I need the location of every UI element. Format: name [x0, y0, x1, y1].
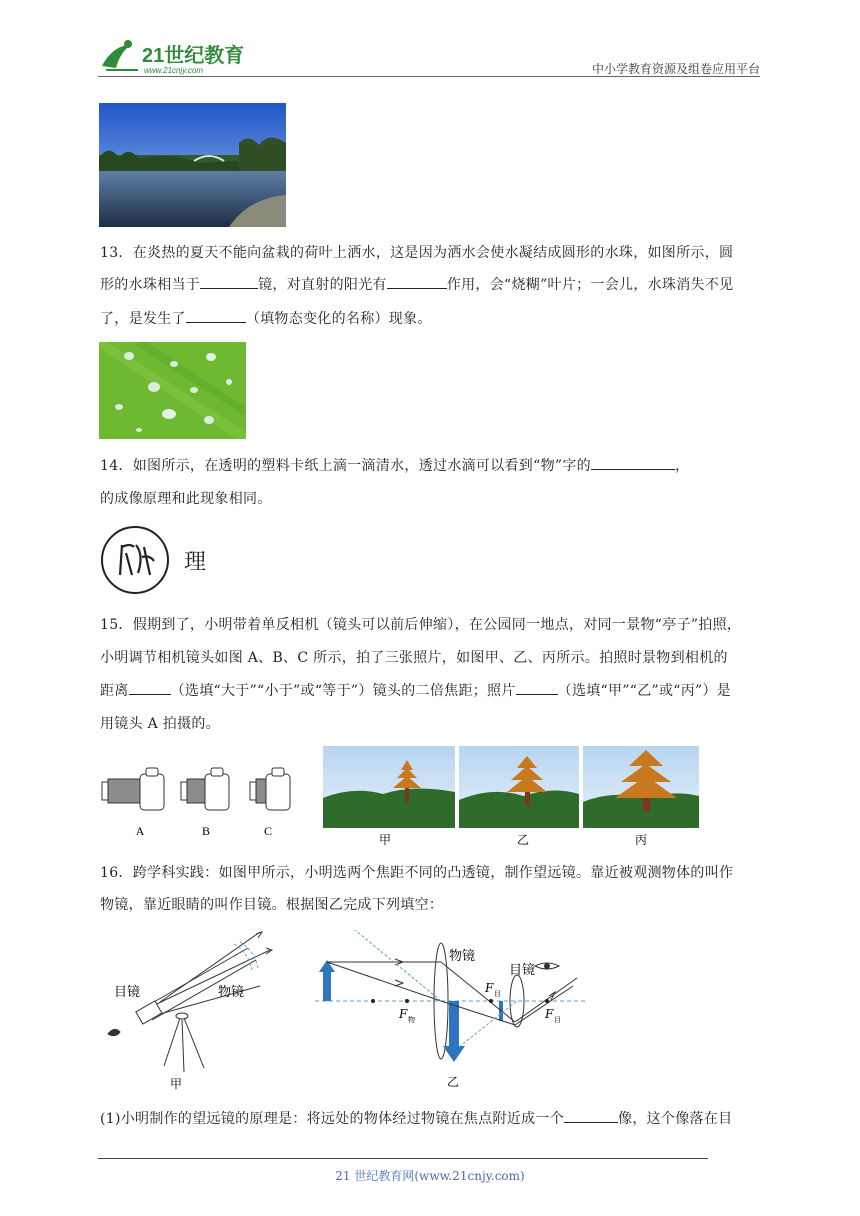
- q16-line2: 物镜，靠近眼睛的叫作目镜。根据图乙完成下列填空：: [100, 897, 444, 913]
- logo-text: 21世纪教育: [142, 45, 245, 67]
- q13-text-b: 镜，对直射的阳光有: [258, 277, 387, 293]
- water-drop-figure: [100, 525, 210, 597]
- label-f-eye-1-sub: 目: [494, 990, 501, 998]
- site-logo: [98, 36, 258, 76]
- platform-title: 中小学教育资源及组卷应用平台: [591, 62, 760, 76]
- q15-blank-2[interactable]: [516, 680, 558, 695]
- camera-label-b: B: [201, 824, 211, 838]
- fig-char: 理: [184, 550, 207, 575]
- lake-photo: [99, 103, 286, 227]
- photo-label-jia: 甲: [378, 833, 392, 847]
- q13-blank-1[interactable]: [200, 274, 258, 289]
- q15-line1: 15．假期到了，小明带着单反相机（镜头可以前后伸缩），在公园同一地点，对同一景物“亭子”拍照，: [100, 617, 742, 633]
- q15-text-a: 距离: [100, 683, 129, 699]
- q13-text-e: （填物态变化的名称）现象。: [245, 311, 432, 327]
- q14-text-b: ，: [674, 458, 690, 474]
- footer-text: 21 世纪教育网(www.21cnjy.com): [335, 1169, 525, 1183]
- label-f-eye-1: F: [485, 981, 494, 995]
- q14-line2: 的成像原理和此现象相同。: [100, 491, 272, 507]
- header-divider: [98, 76, 760, 77]
- label-eyepiece-jia: 目镜: [114, 985, 141, 1000]
- q13-line1: 13．在炎热的夏天不能向盆栽的荷叶上洒水，这是因为洒水会使水凝结成圆形的水珠，如图所示，圆: [100, 245, 734, 261]
- q16-sub1-text-a: (1)小明制作的望远镜的原理是：将远处的物体经过物镜在焦点附近成一个: [100, 1111, 565, 1127]
- q13-text-d: 了，是发生了: [100, 311, 186, 327]
- label-f-eye-2-sub: 目: [554, 1016, 561, 1024]
- q13-text-a: 形的水珠相当于: [100, 277, 201, 293]
- photo-label-yi: 乙: [516, 833, 530, 847]
- q16-sub1: [100, 1102, 762, 1136]
- q16-blank-1[interactable]: [564, 1108, 618, 1123]
- label-objective-yi: 物镜: [449, 949, 476, 964]
- camera-label-c: C: [263, 824, 273, 838]
- caption-jia: 甲: [170, 1077, 183, 1091]
- label-objective-jia: 物镜: [218, 985, 245, 1000]
- label-eyepiece-yi: 目镜: [509, 963, 536, 978]
- q13-line3: [100, 302, 762, 336]
- lotus-leaf-photo: [99, 342, 246, 439]
- q14-blank-1[interactable]: [591, 455, 675, 470]
- telescope-figure-jia: [100, 930, 290, 1092]
- q15-line3: [100, 674, 762, 708]
- q15-text-c: （选填“甲”“乙”或“丙”）是: [557, 683, 732, 699]
- q15-blank-1[interactable]: [129, 680, 171, 695]
- q13-line2: [100, 268, 762, 302]
- camera-lens-figure: [100, 760, 300, 840]
- q14-text-a: 14．如图所示，在透明的塑料卡纸上滴一滴清水，透过水滴可以看到“物”字的: [100, 458, 591, 474]
- logo-url: www.21cnjy.com: [144, 66, 203, 75]
- q15-line4: 用镜头 A 拍摄的。: [100, 716, 221, 732]
- q13-blank-3[interactable]: [186, 308, 246, 323]
- footer-divider: [98, 1158, 708, 1159]
- telescope-figure-yi: [315, 930, 605, 1092]
- q16-line1: 16．跨学科实践：如图甲所示，小明选两个焦距不同的凸透镜，制作望远镜。靠近被观测物体的叫作: [100, 865, 734, 881]
- label-f-obj-sub: 物: [408, 1016, 415, 1024]
- q16-sub1-text-b: 像，这个像落在目: [618, 1111, 733, 1127]
- camera-label-a: A: [135, 824, 145, 838]
- q13-text-c: 作用，会“烧糊”叶片；一会儿，水珠消失不见: [446, 277, 734, 293]
- q15-text-b: （选填“大于”“小于”或“等于”）镜头的二倍焦距；照片: [170, 683, 516, 699]
- label-f-eye-2: F: [545, 1007, 554, 1021]
- q14-line1: [100, 449, 762, 483]
- label-f-obj: F: [399, 1007, 408, 1021]
- photo-label-bing: 丙: [634, 833, 648, 847]
- q13-blank-2[interactable]: [387, 274, 447, 289]
- pavilion-photos: [323, 746, 699, 850]
- q15-line2: 小明调节相机镜头如图 A、B、C 所示，拍了三张照片，如图甲、乙、丙所示。拍照时景物到相机的: [100, 650, 728, 666]
- caption-yi: 乙: [447, 1075, 460, 1089]
